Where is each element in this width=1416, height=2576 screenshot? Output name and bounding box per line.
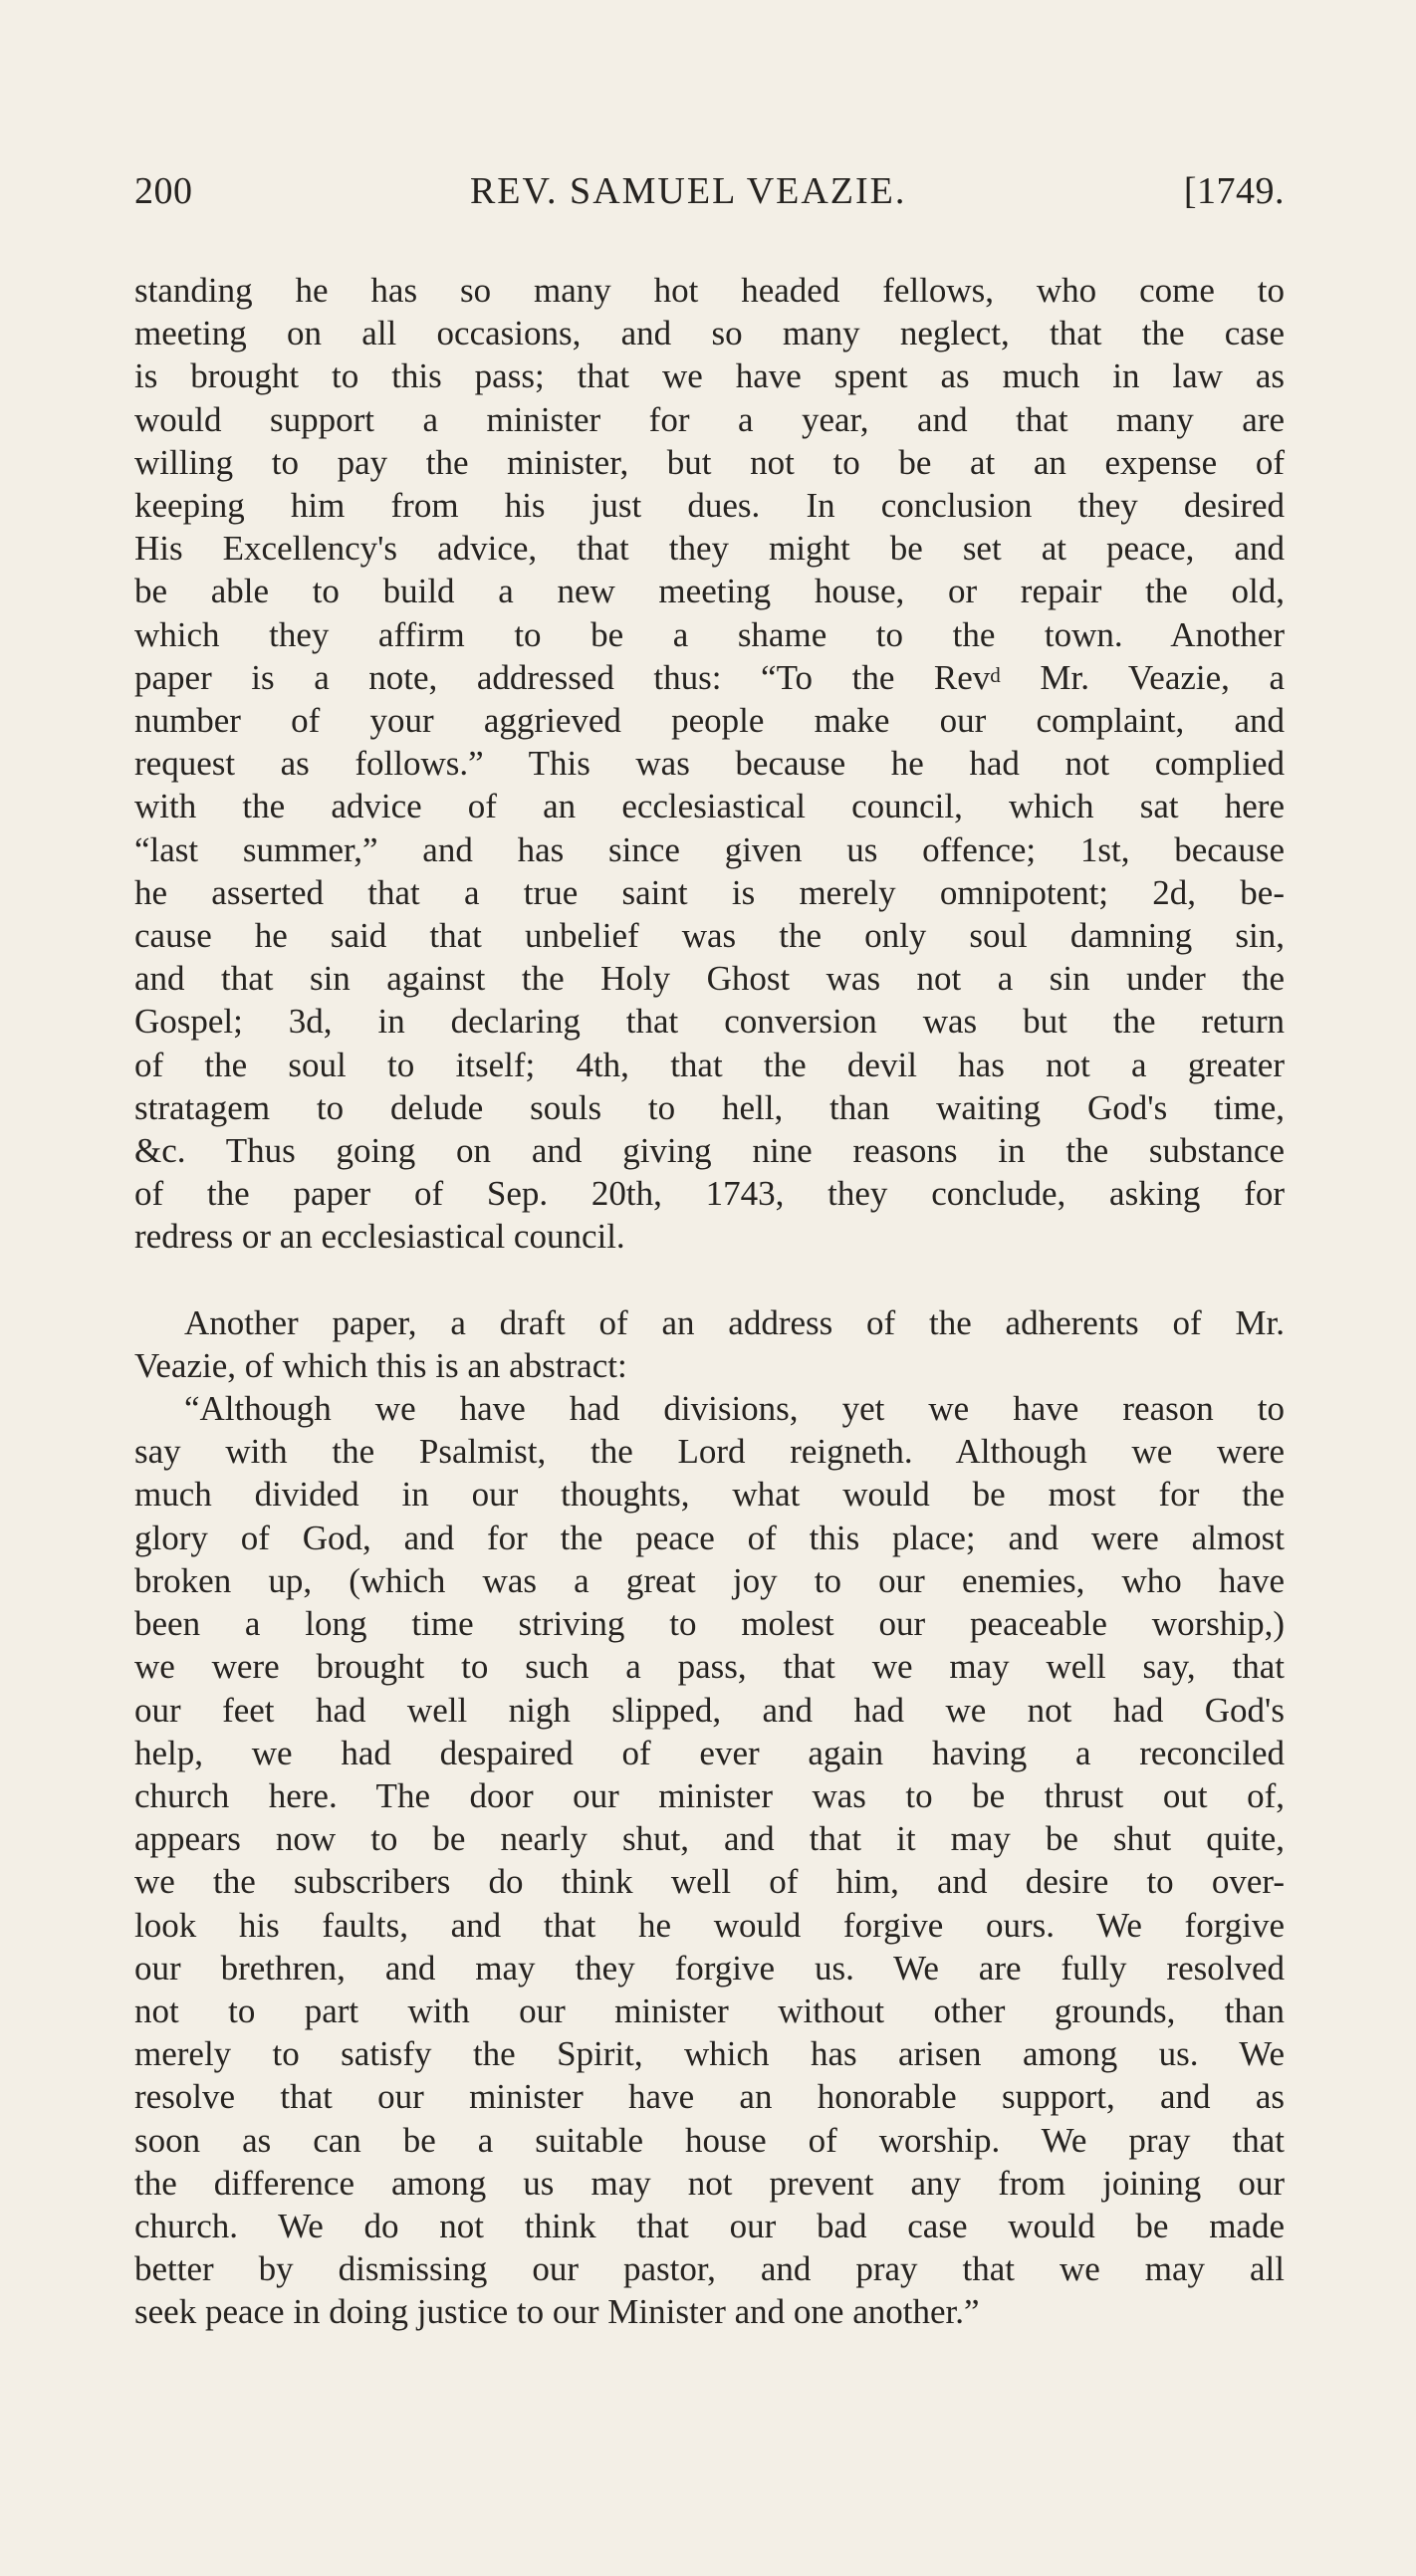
text-line: of the soul to itself; 4th, that the devil has not a greater bbox=[134, 1045, 1285, 1084]
text-line: be able to build a new meeting house, or repair the old, bbox=[134, 572, 1285, 611]
text-line: request as follows.” This was because he had not complied bbox=[134, 744, 1285, 784]
text-line: our brethren, and may they forgive us. We are fully resolved bbox=[134, 1948, 1285, 1988]
running-title: REV. SAMUEL VEAZIE. bbox=[469, 170, 907, 212]
text-line: church here. The door our minister was to be thrust out of, bbox=[134, 1775, 1285, 1815]
text-line: number of your aggrieved people make our complaint, and bbox=[134, 701, 1285, 741]
text-line: Veazie, of which this is an abstract: bbox=[134, 1345, 627, 1385]
text-line: the difference among us may not prevent any from joining our bbox=[134, 2163, 1285, 2203]
text-line: standing he has so many hot headed fellows, who come to bbox=[134, 271, 1285, 310]
text-line: His Excellency's advice, that they might be set at peace, and bbox=[134, 529, 1285, 569]
text-line: appears now to be nearly shut, and that it may be shut quite, bbox=[134, 1819, 1285, 1859]
text-fragment: paper is a note, addressed thus: “To the Rev bbox=[134, 657, 991, 697]
text-line: merely to satisfy the Spirit, which has arisen among us. We bbox=[134, 2034, 1285, 2074]
text-line: glory of God, and for the peace of this place; and were almost bbox=[134, 1518, 1285, 1557]
text-line: redress or an ecclesiastical council. bbox=[134, 1217, 625, 1257]
page-number: 200 bbox=[134, 170, 193, 212]
text-line: help, we had despaired of ever again having a reconciled bbox=[134, 1733, 1285, 1772]
text-fragment: Mr. Veazie, a bbox=[1000, 657, 1285, 697]
text-line: keeping him from his just dues. In conclusion they desired bbox=[134, 486, 1285, 526]
text-line: of the paper of Sep. 20th, 1743, they conclude, asking for bbox=[134, 1174, 1285, 1214]
running-header bbox=[134, 169, 1285, 229]
text-line: broken up, (which was a great joy to our enemies, who have bbox=[134, 1560, 1285, 1600]
text-line: soon as can be a suitable house of worship. We pray that bbox=[134, 2120, 1285, 2160]
text-line: Gospel; 3d, in declaring that conversion was but the return bbox=[134, 1002, 1285, 1042]
header-year: [1749. bbox=[1183, 170, 1285, 212]
text-line bbox=[134, 656, 1285, 699]
text-line: stratagem to delude souls to hell, than waiting God's time, bbox=[134, 1087, 1285, 1127]
text-line: say with the Psalmist, the Lord reigneth. Although we were bbox=[134, 1432, 1285, 1472]
text-line: not to part with our minister without other grounds, than bbox=[134, 1991, 1285, 2030]
text-line: is brought to this pass; that we have spent as much in law as bbox=[134, 356, 1285, 396]
text-line: cause he said that unbelief was the only soul damning sin, bbox=[134, 916, 1285, 956]
text-line: better by dismissing our pastor, and pray that we may all bbox=[134, 2249, 1285, 2289]
text-line: we the subscribers do think well of him, and desire to over- bbox=[134, 1862, 1285, 1902]
text-line: he asserted that a true saint is merely omnipotent; 2d, be- bbox=[134, 872, 1285, 912]
text-line: and that sin against the Holy Ghost was not a sin under the bbox=[134, 959, 1285, 999]
paragraph-intro-address bbox=[134, 1301, 1285, 1387]
text-line: with the advice of an ecclesiastical council, which sat here bbox=[134, 787, 1285, 826]
text-line: we were brought to such a pass, that we may well say, that bbox=[134, 1647, 1285, 1687]
text-line: church. We do not think that our bad case would be made bbox=[134, 2206, 1285, 2245]
text-line: our feet had well nigh slipped, and had we not had God's bbox=[134, 1690, 1285, 1730]
text-line: been a long time striving to molest our peaceable worship,) bbox=[134, 1604, 1285, 1644]
text-line: look his faults, and that he would forgive ours. We forgive bbox=[134, 1905, 1285, 1945]
text-line: willing to pay the minister, but not to be at an expense of bbox=[134, 442, 1285, 482]
text-line: “last summer,” and has since given us offence; 1st, because bbox=[134, 829, 1285, 869]
book-page bbox=[134, 169, 1285, 2334]
text-line: which they affirm to be a shame to the town. Another bbox=[134, 614, 1285, 654]
text-line: would support a minister for a year, and that many are bbox=[134, 399, 1285, 439]
text-line: Another paper, a draft of an address of the adherents of Mr. bbox=[184, 1302, 1285, 1342]
superscript: d bbox=[990, 662, 1001, 687]
paragraph-petition bbox=[134, 269, 1285, 1259]
text-line: resolve that our minister have an honorable support, and as bbox=[134, 2077, 1285, 2117]
text-line: “Although we have had divisions, yet we have reason to bbox=[184, 1389, 1285, 1429]
text-line: &c. Thus going on and giving nine reasons in the substance bbox=[134, 1131, 1285, 1171]
text-line: meeting on all occasions, and so many neglect, that the case bbox=[134, 314, 1285, 353]
text-line: much divided in our thoughts, what would be most for the bbox=[134, 1475, 1285, 1515]
text-line: seek peace in doing justice to our Minister and one another.” bbox=[134, 2292, 980, 2332]
paragraph-address-quote bbox=[134, 1387, 1285, 2333]
